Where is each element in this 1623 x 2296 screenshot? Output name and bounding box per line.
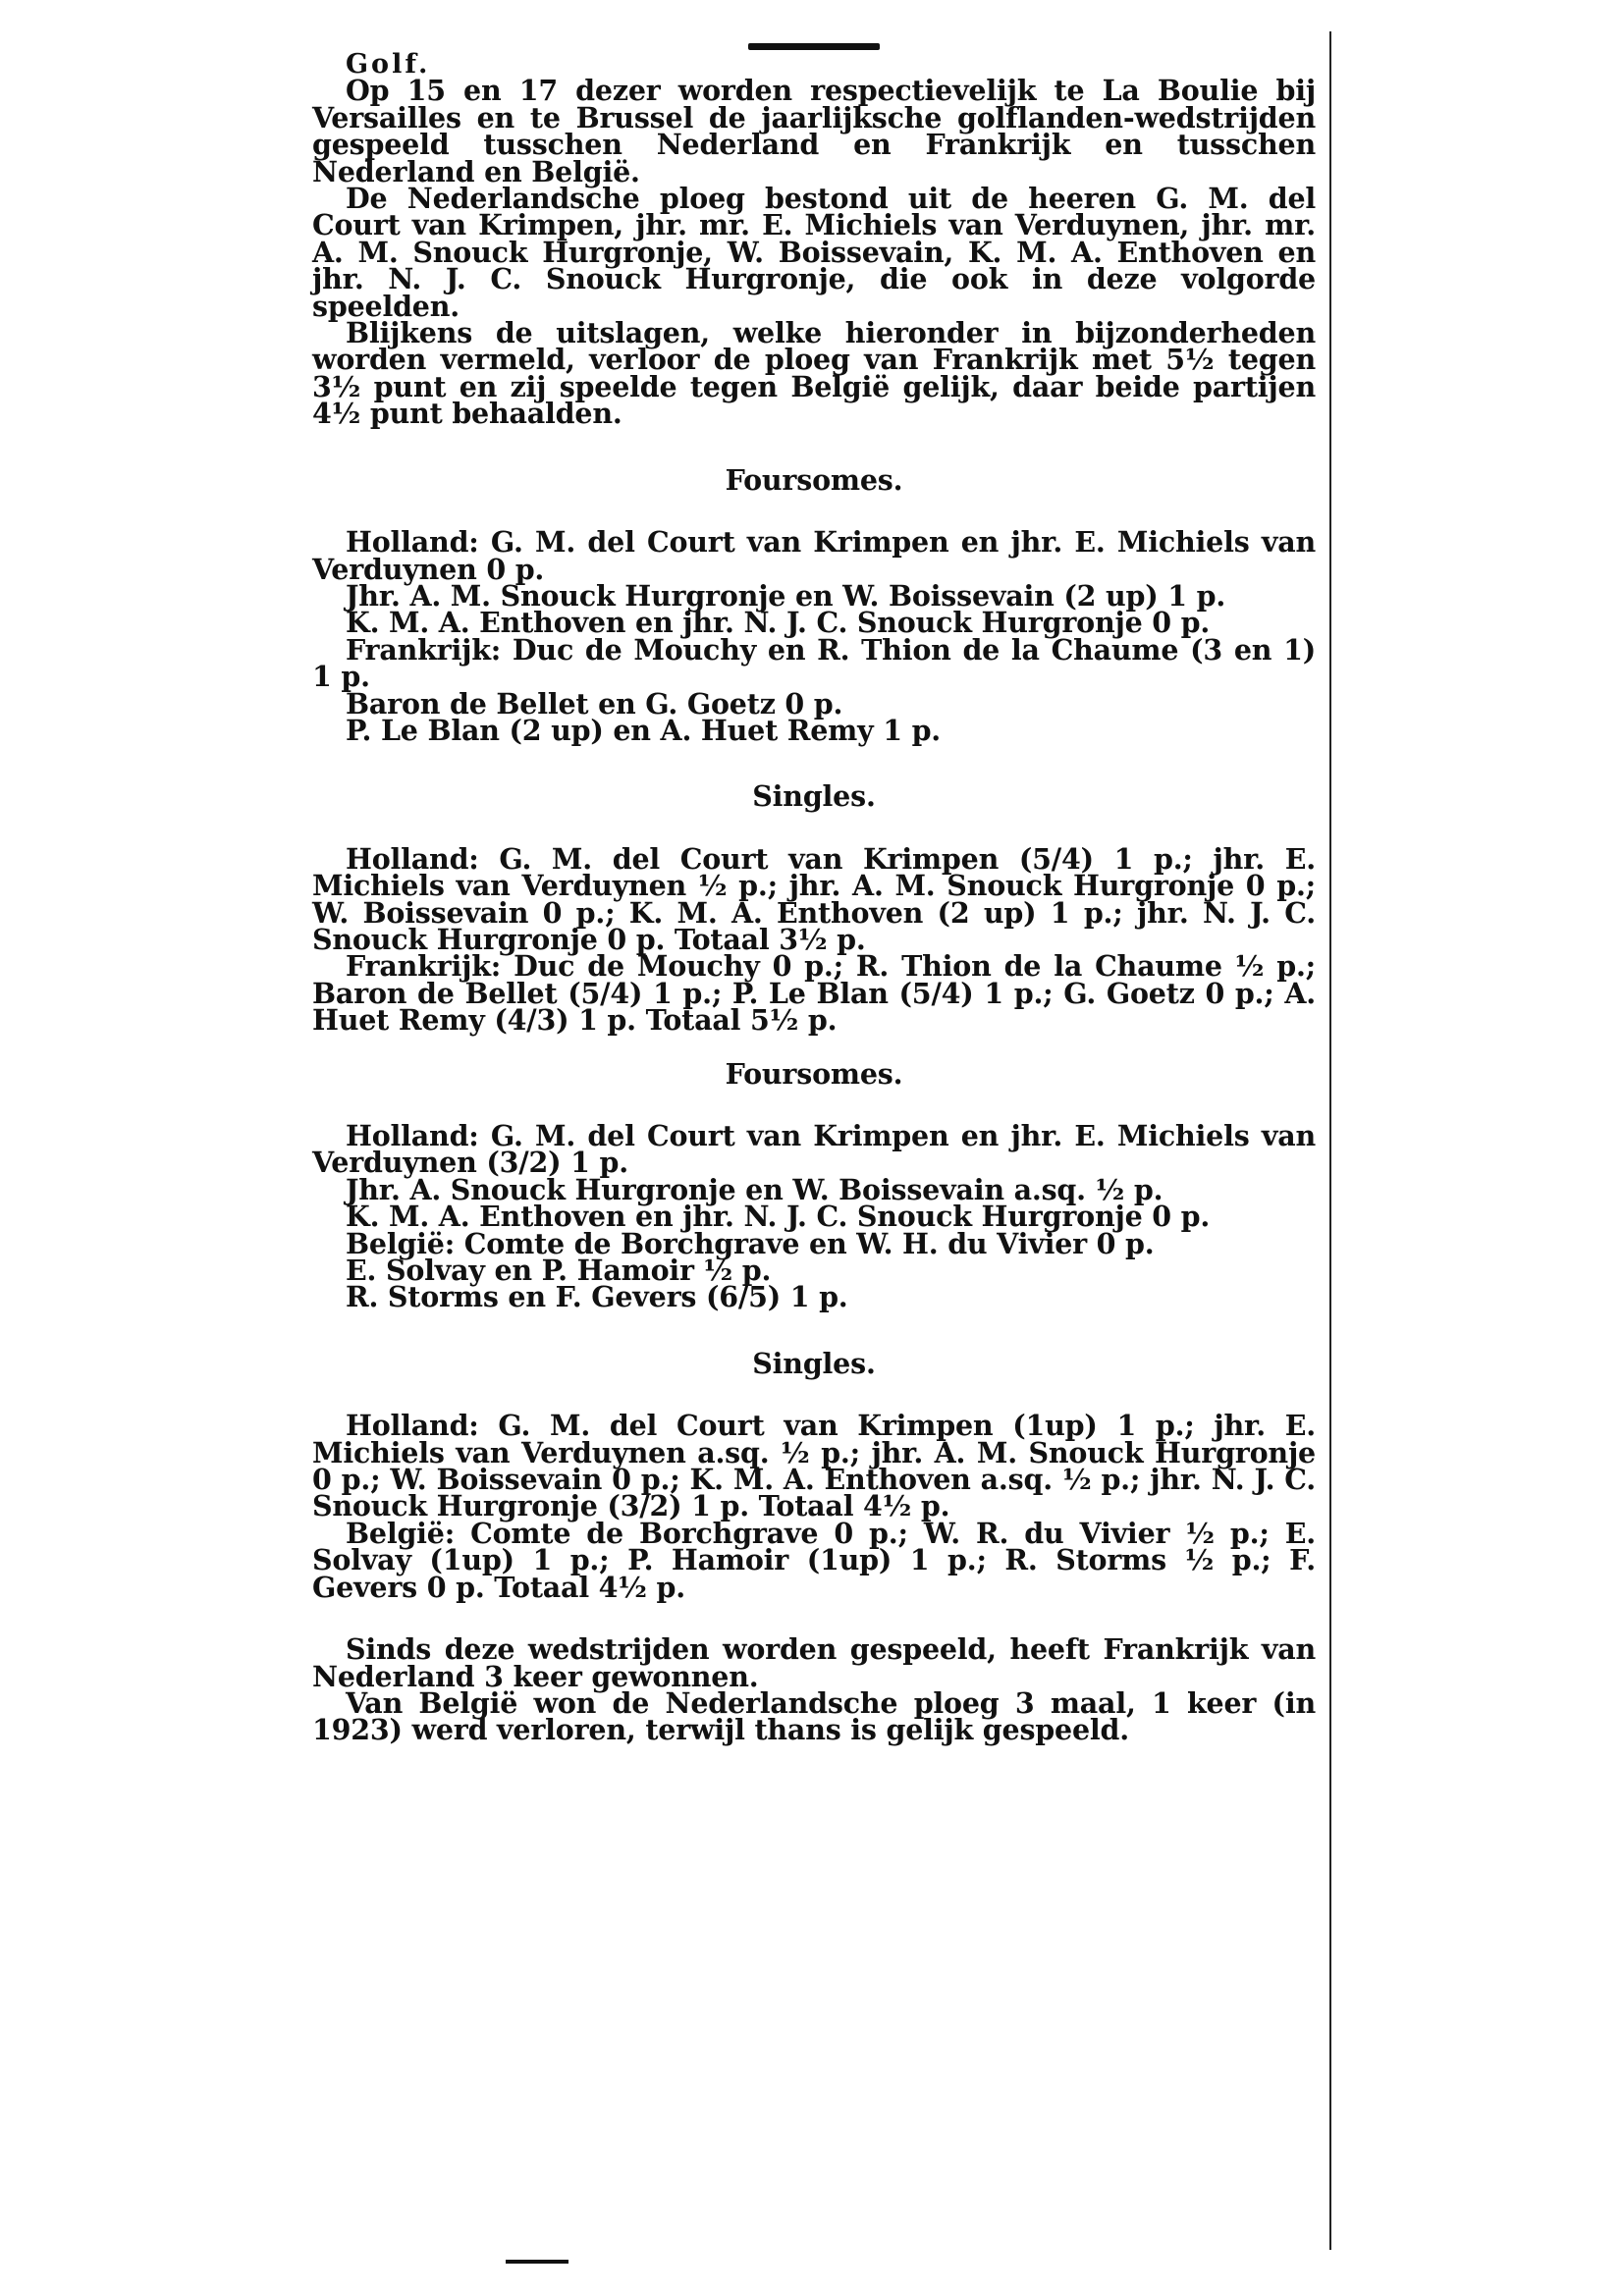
result-paragraph: Holland: G. M. del Court van Krimpen (5/4) 1 p.; jhr. E. Michiels van Verduynen ½ p.; jhr. A. M. Snouck Hurgronje 0 p.; W. Boissevain 0 p.; K. M. A. Enthoven (2 up) 1 p.; jhr. N. J. C. Snouck Hurgronje 0 p. Totaal 3½ p. — [312, 841, 1316, 956]
column-rule — [1329, 31, 1331, 2250]
result-line: K. M. A. Enthoven en jhr. N. J. C. Snouck Hurgronje 0 p. — [346, 606, 1211, 640]
bottom-divider-rule — [506, 2260, 568, 2264]
result-line: R. Storms en F. Gevers (6/5) 1 p. — [346, 1280, 848, 1314]
closing-paragraph: Sinds deze wedstrijden worden gespeeld, heeft Frankrijk van Nederland 3 keer gewonnen. — [312, 1632, 1316, 1693]
result-line: Jhr. A. Snouck Hurgronje en W. Boissevain a.sq. ½ p. — [346, 1172, 1163, 1206]
result-paragraph: Frankrijk: Duc de Mouchy 0 p.; R. Thion de la Chaume ½ p.; Baron de Bellet (5/4) 1 p.; P. Le Blan (5/4) 1 p.; G. Goetz 0 p.; A. Huet Remy (4/3) 1 p. Totaal 5½ p. — [312, 949, 1316, 1038]
top-divider-rule — [748, 43, 880, 50]
result-line: België: Comte de Borchgrave en W. H. du Vivier 0 p. — [346, 1226, 1155, 1260]
intro-paragraph: Op 15 en 17 dezer worden respectievelijk te La Boulie bij Versailles en te Brussel de jaarlijksche golflanden-wedstrijden gespeeld tusschen Nederland en Frankrijk en tusschen Nederland en België. — [312, 74, 1316, 188]
article-title: Golf. — [346, 49, 431, 80]
section-heading-foursomes: Foursomes. — [725, 1056, 903, 1091]
section-heading-foursomes: Foursomes. — [725, 462, 903, 497]
result-line: K. M. A. Enthoven en jhr. N. J. C. Snouck Hurgronje 0 p. — [346, 1200, 1211, 1234]
result-line: Frankrijk: Duc de Mouchy en R. Thion de la Chaume (3 en 1) 1 p. — [312, 632, 1316, 694]
result-line: E. Solvay en P. Hamoir ½ p. — [346, 1254, 772, 1288]
result-line: Holland: G. M. del Court van Krimpen en jhr. E. Michiels van Verduynen 0 p. — [312, 525, 1316, 586]
result-paragraph: Holland: G. M. del Court van Krimpen (1up) 1 p.; jhr. E. Michiels van Verduynen a.sq. ½ p.; jhr. A. M. Snouck Hurgronje 0 p.; W. Boissevain 0 p.; K. M. A. Enthoven a.sq. ½ p.; jhr. N. J. C. Snouck Hurgronje (3/2) 1 p. Totaal 4½ p. — [312, 1409, 1316, 1523]
intro-paragraph: Blijkens de uitslagen, welke hieronder in bijzonderheden worden vermeld, verloor de ploeg van Frankrijk met 5½ tegen 3½ punt en zij speelde tegen België gelijk, daar beide partijen 4½ punt behaalden. — [312, 316, 1316, 431]
intro-paragraph: De Nederlandsche ploeg bestond uit de heeren G. M. del Court van Krimpen, jhr. mr. E. Michiels van Verduynen, jhr. mr. A. M. Snouck Hurgronje, W. Boissevain, K. M. A. Enthoven en jhr. N. J. C. Snouck Hurgronje, die ook in deze volgorde speelden. — [312, 182, 1316, 323]
result-line: Jhr. A. M. Snouck Hurgronje en W. Boissevain (2 up) 1 p. — [346, 578, 1226, 613]
closing-paragraph: Van België won de Nederlandsche ploeg 3 maal, 1 keer (in 1923) werd verloren, terwijl thans is gelijk gespeeld. — [312, 1685, 1316, 1747]
article-column — [312, 49, 1316, 1747]
result-line: Baron de Bellet en G. Goetz 0 p. — [346, 686, 843, 721]
section-heading-singles: Singles. — [752, 1346, 876, 1380]
section-heading-singles: Singles. — [752, 779, 876, 814]
result-line: P. Le Blan (2 up) en A. Huet Remy 1 p. — [346, 713, 942, 747]
result-paragraph: België: Comte de Borchgrave 0 p.; W. R. du Vivier ½ p.; E. Solvay (1up) 1 p.; P. Hamoir (1up) 1 p.; R. Storms ½ p.; F. Gevers 0 p. Totaal 4½ p. — [312, 1516, 1316, 1604]
result-line: Holland: G. M. del Court van Krimpen en jhr. E. Michiels van Verduynen (3/2) 1 p. — [312, 1119, 1316, 1180]
